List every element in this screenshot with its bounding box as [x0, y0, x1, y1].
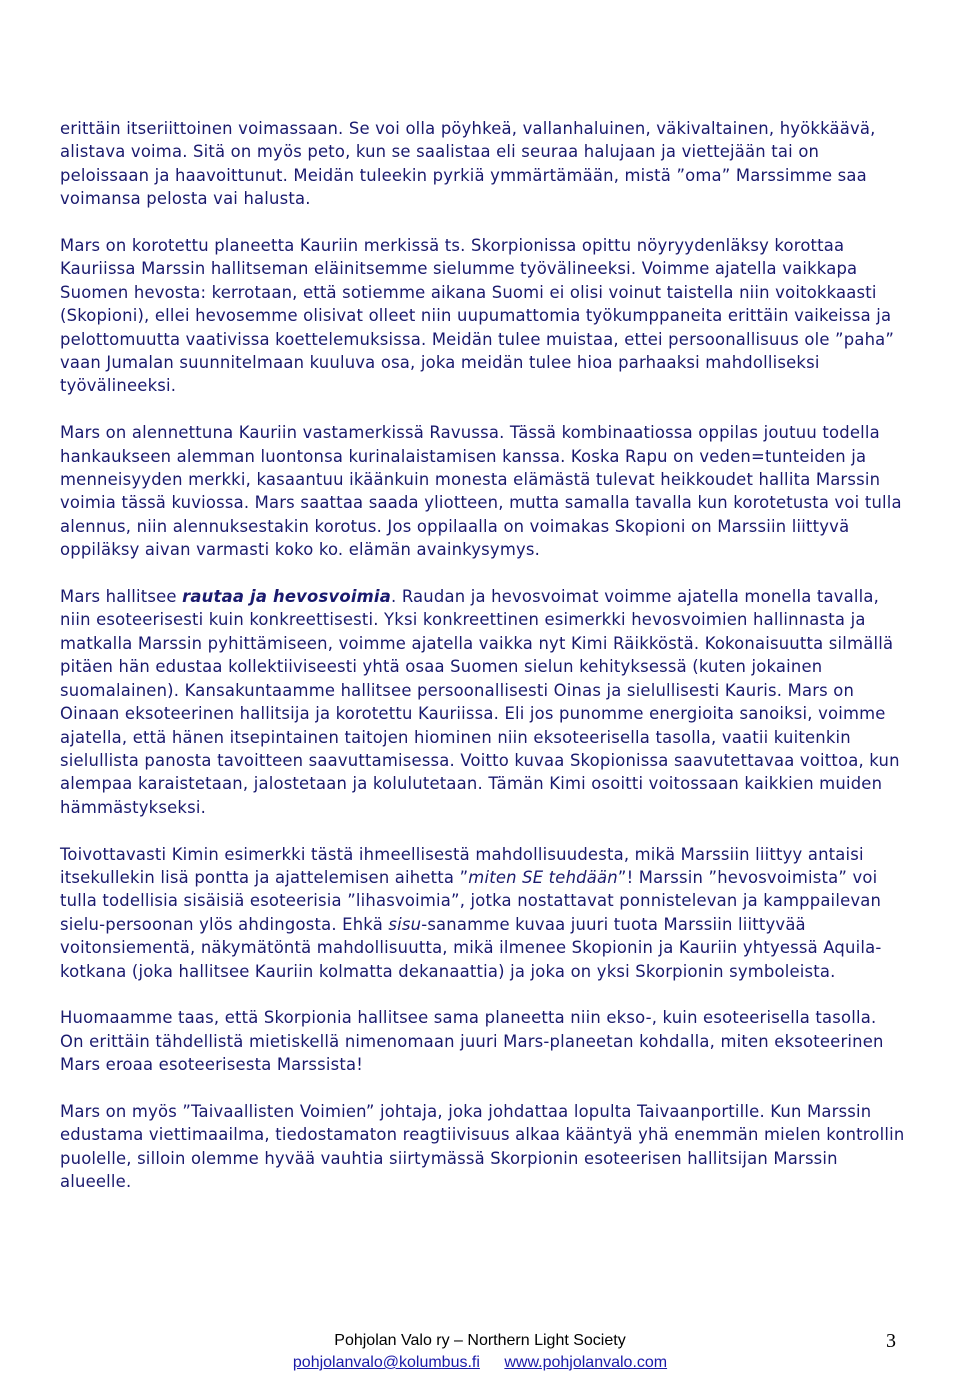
- footer-email-link[interactable]: pohjolanvalo@kolumbus.fi: [292, 1354, 480, 1371]
- emphasis-miten-se-tehdaan: miten SE tehdään: [468, 867, 618, 887]
- paragraph-5-text-a: Toivottavasti Kimin esimerkki tästä ihmeellisestä mahdollisuudesta, mikä Marssiin liittyy antaisi itsekullekin lisä pontta ja ajattelemisen aihetta ”: [60, 844, 864, 887]
- document-body: [60, 117, 905, 1217]
- page-number: 3: [886, 1330, 896, 1352]
- page-footer: [0, 1330, 960, 1374]
- footer-links: [0, 1352, 960, 1374]
- paragraph-5: [60, 843, 905, 983]
- paragraph-4-text-a: Mars hallitsee: [60, 587, 183, 607]
- header-topic: Skorpioni-Jousimies: [401, 63, 559, 81]
- paragraph-4: [60, 585, 905, 819]
- paragraph-4-text-b: . Raudan ja hevosvoimat voimme ajatella monella tavalla, niin esoteerisesti kuin konkreettisesti. Yksi konkreettinen esimerkki hevosvoimien hallinnasta ja matkalla Marssin pyhittämiseen, voimme ajatella vaikka nyt Kimi Räikköstä. Kokonaisuutta silmällä pitäen hän edustaa kollektiiviseesti yhtä osaa Suomen sielun kehityksessä (kuten jokainen suomalainen). Kansakuntaamme hallitsee persoonallisesti Oinas ja sielullisesti Kauris. Mars on Oinaan eksoteerinen hallitsija ja korotettu Kauriissa. Eli jos punomme energioita sanoiksi, voimme ajatella, että hänen itsepintainen taitojen hiominen niin eksoteerisella tasolla, vaatii kuitenkin sielullista panosta tavoitteen saavuttamisessa. Voitto kuvaa Skopionissa saavutettavaa voittoa, kun alempaa karaistetaan, jalostetaan ja kolulutetaan. Tämän Kimi osoitti voitossaan kaikkien muiden hämmästykseksi.: [60, 587, 900, 817]
- header-series: Teemakuukaudet 8: [404, 43, 556, 61]
- paragraph-7: Mars on myös ”Taivaallisten Voimien” johtaja, joka johdattaa lopulta Taivaanportille. Kun Marssin edustama viettimaailma, tiedostamaton reagtiivisuus alkaa kääntyä yhä enemmän mielen kontrollin puolelle, silloin olemme hyvää vauhtia siirtymässä Skorpionin esoteerisen hallitsijan Marssin alueelle.: [60, 1101, 905, 1192]
- paragraph-5-text-b: ”! Marssin ”hevosvoimista” voi tulla todellisia sisäisiä esoteerisia ”lihasvoimia”, jotka nostattavat ponnistelevan ja kamppailevan sielu-persoonan ylös ahdingosta. Ehkä: [60, 867, 882, 934]
- emphasis-rautaa-hevosvoimia: rautaa ja hevosvoimia: [182, 587, 391, 607]
- paragraph-3: Mars on alennettuna Kauriin vastamerkissä Ravussa. Tässä kombinaatiossa oppilas joutuu todella hankaukseen alemman luontonsa kurinalaistamisen kanssa. Koska Rapu on veden=tunteiden ja menneisyyden merkki, kasaantuu ikäänkuin monesta elämästä tulevat heikkoudet hallita Marssin voimia tässä kuviossa. Mars saattaa saada yliotteen, mutta samalla tavalla kun korotetusta voi tulla alennus, niin alennuksestakin korotus. Jos oppilaalla on voimakas Skopioni on Marssiin liittyvä oppiläksy aivan varmasti koko ko. elämän avainkysymys.: [60, 423, 902, 560]
- page-header: [0, 22, 960, 82]
- paragraph-2: Mars on korotettu planeetta Kauriin merkissä ts. Skorpionissa opittu nöyryydenläksy korottaa Kauriissa Marssin hallitseman eläinitsemme sielumme työvälineeksi. Voimme ajatella vaikkapa Suomen hevosta: kerrotaan, että sotiemme aikana Suomi ei olisi voinut taistella niin voitokkaasti (Skopioni), ellei hevosemme olisivat olleet niin uupumattomia työkumppaneita erittäin vaikeissa ja pelottomuutta vaativissa koettelemuksissa. Meidän tulee muistaa, ettei persoonallisuus ole ”paha” vaan Jumalan suunnitelmaan kuuluva osa, joka meidän tulee hioa parhaaksi mahdolliseksi työvälineeksi.: [60, 236, 895, 396]
- emphasis-sisu: sisu: [388, 914, 422, 934]
- paragraph-1: erittäin itseriittoinen voimassaan. Se voi olla pöyhkeä, vallanhaluinen, väkivaltainen, hyökkäävä, alistava voima. Sitä on myös peto, kun se saalistaa eli seuraa halujaan ja viettejään tai on peloissaan ja haavoittunut. Meidän tuleekin pyrkiä ymmärtämään, mistä ”oma” Marssimme saa voimansa pelosta vai halusta.: [60, 119, 876, 209]
- paragraph-5-text-c: -sanamme kuvaa juuri tuota Marssiin liittyvää voitonsiementä, näkymätöntä mahdollisuutta, mikä ilmenee Skopionin ja Kauriin yhtyessä Aquila-kotkana (joka hallitsee Kauriin kolmatta dekanaattia) ja joka on yksi Skorpionin symboleista.: [60, 914, 882, 981]
- footer-organization: Pohjolan Valo ry – Northern Light Society: [334, 1332, 626, 1349]
- header-organization: Pohjolan Valo ry – Northern Light Society: [317, 23, 643, 41]
- footer-website-link[interactable]: www.pohjolanvalo.com: [504, 1354, 668, 1371]
- paragraph-6: Huomaamme taas, että Skorpionia hallitsee sama planeetta niin ekso-, kuin esoteerisella tasolla. On erittäin tähdellistä mietiskellä nimenomaan juuri Mars-planeetan kohdalla, miten eksoteerinen Mars eroaa esoteerisesta Marssista!: [60, 1008, 884, 1075]
